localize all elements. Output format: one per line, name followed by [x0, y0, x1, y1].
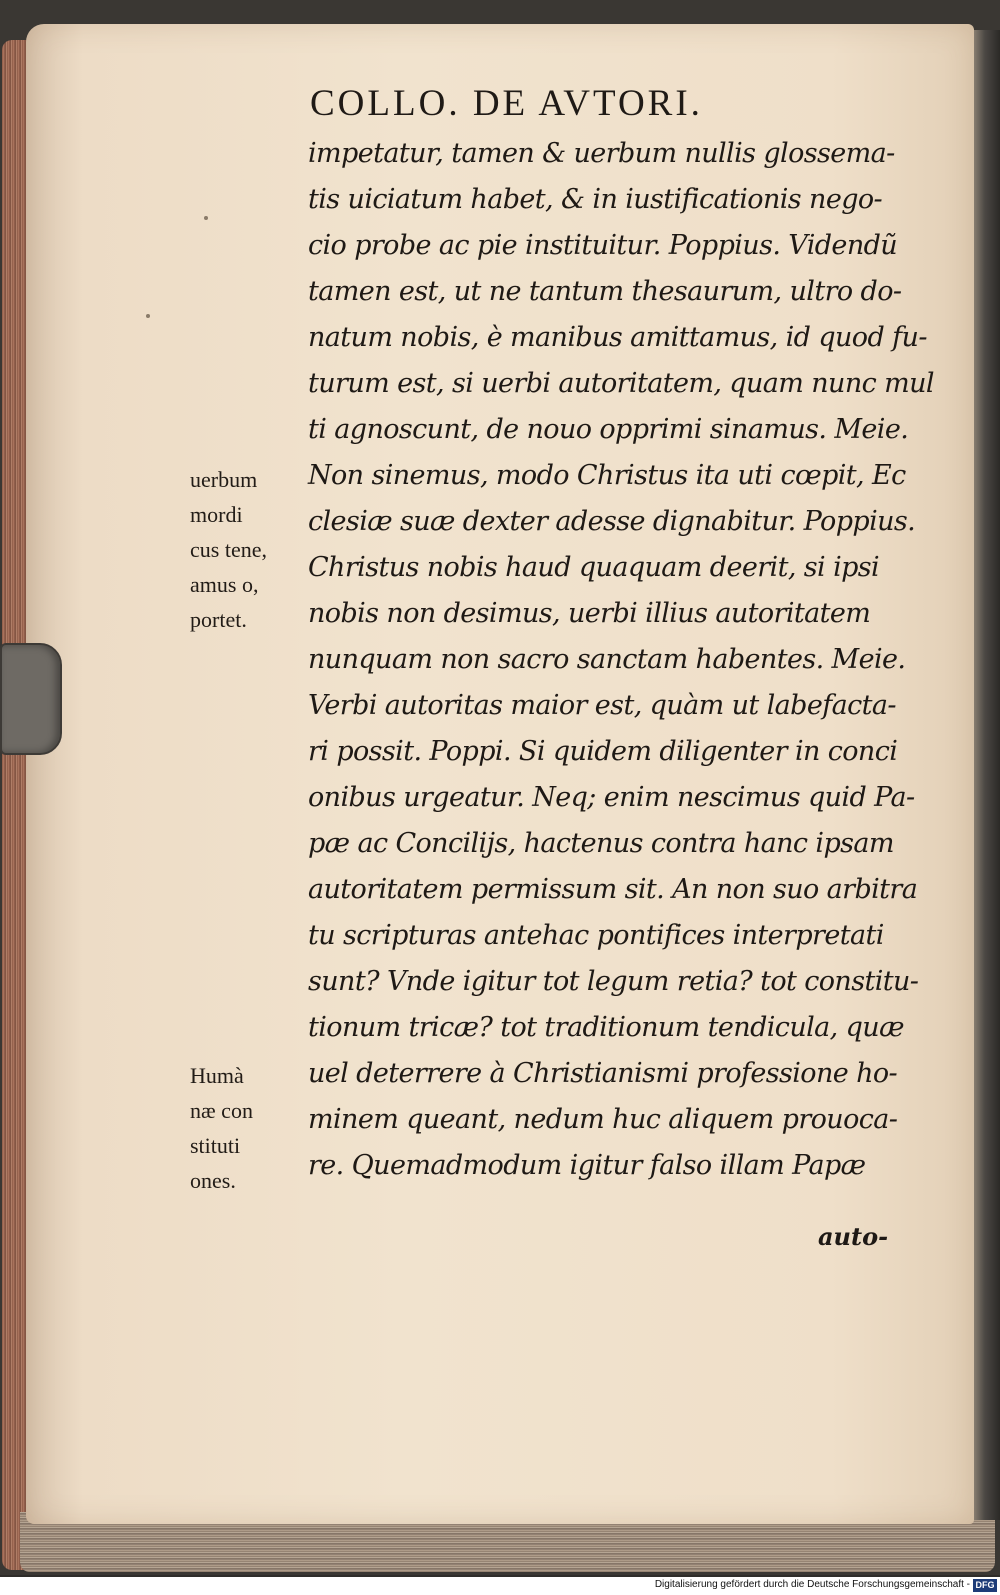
- text-line: ri possit. Poppi. Si quidem diligenter in conci: [308, 736, 898, 767]
- text-line: tionum tricæ? tot traditionum tendicula, quæ: [308, 1012, 904, 1043]
- running-head: [310, 82, 930, 125]
- margin-note-line: mordi: [190, 502, 243, 527]
- running-head-text: COLLO. DE AVTORI.: [310, 83, 703, 124]
- text-line: tis uiciatum habet, & in iustificationis nego-: [308, 184, 883, 215]
- text-line: cio probe ac pie instituitur. Poppius. Videndũ: [308, 230, 898, 261]
- ink-mark: [204, 216, 208, 220]
- text-line: onibus urgeatur. Neq; enim nescimus quid Pa-: [308, 782, 915, 813]
- text-line: pæ ac Concilijs, hactenus contra hanc ipsam: [308, 828, 894, 859]
- margin-note-line: Humà: [190, 1063, 244, 1088]
- text-line: autoritatem permissum sit. An non suo arbitra: [308, 874, 918, 905]
- text-line: sunt? Vnde igitur tot legum retia? tot constitu-: [308, 966, 919, 997]
- dfg-logo-text: DFG: [975, 1580, 995, 1590]
- text-line: re. Quemadmodum igitur falso illam Papæ: [308, 1150, 866, 1181]
- text-line: Christus nobis haud quaquam deerit, si ipsi: [308, 552, 880, 583]
- page-clip: [0, 643, 62, 755]
- margin-note-line: amus o,: [190, 572, 259, 597]
- text-line: nobis non desimus, uerbi illius autoritatem: [308, 598, 871, 629]
- margin-note-line: uerbum: [190, 467, 258, 492]
- text-line: Non sinemus, modo Christus ita uti cœpit, Ec: [308, 460, 906, 491]
- margin-note-line: ones.: [190, 1168, 236, 1193]
- text-line: ti agnoscunt, de nouo opprimi sinamus. Meie.: [308, 414, 909, 445]
- text-line: uel deterrere à Christianismi professione ho-: [308, 1058, 898, 1089]
- dfg-logo: [973, 1579, 997, 1592]
- text-line: impetatur, tamen & uerbum nullis glossema-: [308, 138, 895, 169]
- text-line: tu scripturas antehac pontifices interpretati: [308, 920, 884, 951]
- text-line: nunquam non sacro sanctam habentes. Meie.: [308, 644, 906, 675]
- margin-note-line: næ con: [190, 1098, 253, 1123]
- margin-note-line: cus tene,: [190, 537, 267, 562]
- text-line: tamen est, ut ne tantum thesaurum, ultro do-: [308, 276, 902, 307]
- footer-credit: Digitalisierung gefördert durch die Deutsche Forschungsgemeinschaft -: [654, 1579, 970, 1590]
- text-line: turum est, si uerbi autoritatem, quam nunc mul: [308, 368, 934, 399]
- text-line: minem queant, nedum huc aliquem prouoca-: [308, 1104, 898, 1135]
- margin-note-line: stituti: [190, 1133, 241, 1158]
- catchword: auto-: [818, 1222, 889, 1251]
- ink-mark: [146, 314, 150, 318]
- margin-note-2: [190, 1058, 300, 1198]
- bleed-through-text: [196, 119, 201, 145]
- margin-note-1: [190, 462, 300, 637]
- text-line: clesiæ suæ dexter adesse dignabitur. Poppius.: [308, 506, 916, 537]
- text-line: natum nobis, è manibus amittamus, id quod fu-: [308, 322, 927, 353]
- margin-note-line: portet.: [190, 607, 247, 632]
- text-line: Verbi autoritas maior est, quàm ut labefacta-: [308, 690, 896, 721]
